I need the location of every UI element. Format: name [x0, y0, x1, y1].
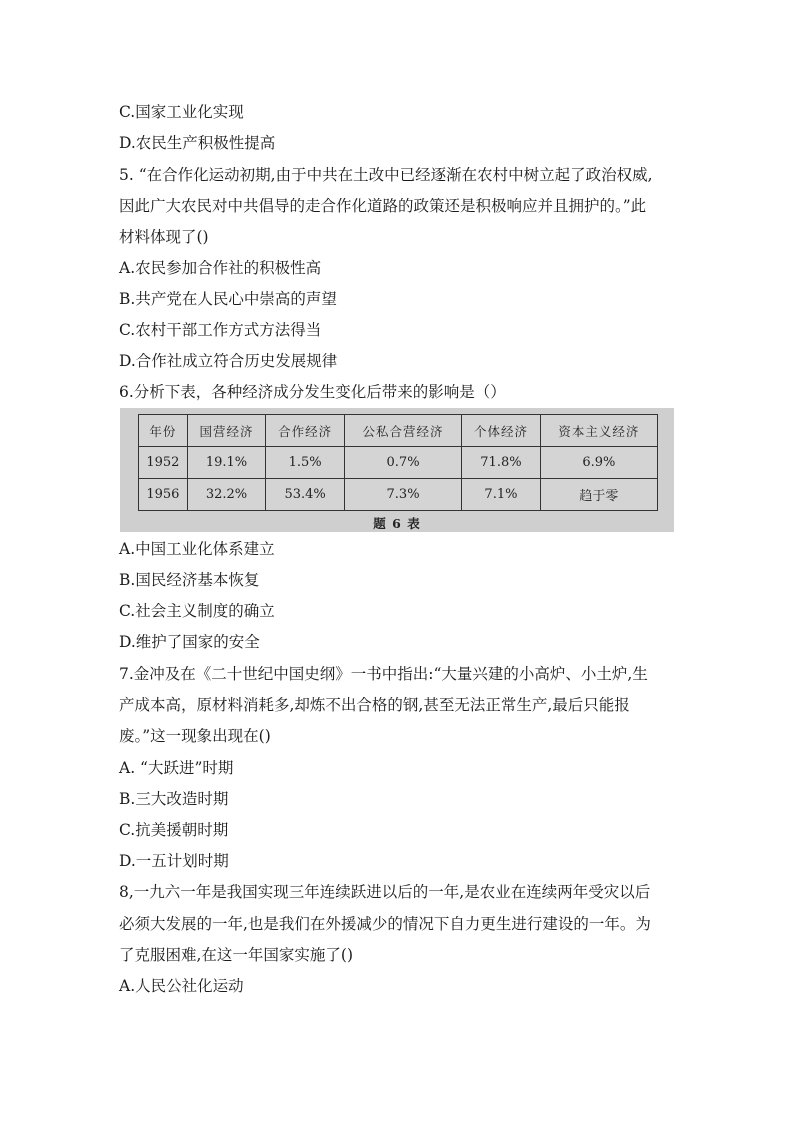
table-header: 年份 — [139, 415, 188, 447]
option-b-q5: B.共产党在人民心中崇高的声望 — [119, 290, 337, 308]
option-b-q6: B.国民经济基本恢复 — [119, 571, 260, 589]
option-d-q6: D.维护了国家的安全 — [119, 633, 260, 651]
option-c-q4: C.国家工业化实现 — [119, 103, 244, 121]
option-c-q5: C.农村干部工作方式方法得当 — [119, 321, 322, 339]
table-header: 公私合营经济 — [344, 415, 461, 447]
question-8-line-3: 了克服困难,在这一年国家实施了() — [119, 946, 354, 964]
table-cell: 32.2% — [187, 479, 266, 511]
table-cell: 7.1% — [462, 479, 541, 511]
table-header: 资本主义经济 — [540, 415, 657, 447]
table-cell: 7.3% — [344, 479, 461, 511]
option-d-q5: D.合作社成立符合历史发展规律 — [119, 352, 338, 370]
table-header: 国营经济 — [187, 415, 266, 447]
option-a-q6: A.中国工业化体系建立 — [119, 540, 275, 558]
option-a-q5: A.农民参加合作社的积极性高 — [119, 259, 322, 277]
table-caption: 题 6 表 — [373, 516, 421, 531]
question-8-line-1: 8,一九六一年是我国实现三年连续跃进以后的一年,是农业在连续两年受灾以后 — [119, 883, 651, 901]
option-a-q8: A.人民公社化运动 — [119, 977, 244, 995]
table-cell: 6.9% — [540, 447, 657, 479]
question-5-line-2: 因此广大农民对中共倡导的走合作化道路的政策还是积极响应并且拥护的。”此 — [119, 197, 647, 215]
option-c-q6: C.社会主义制度的确立 — [119, 602, 275, 620]
question-8-line-2: 必须大发展的一年,也是我们在外援减少的情况下自力更生进行建设的一年。为 — [119, 915, 651, 933]
option-a-q7: A. “大跃进”时期 — [119, 759, 234, 777]
table-header: 个体经济 — [462, 415, 541, 447]
question-7-line-2: 产成本高，原材料消耗多,却炼不出合格的钢,甚至无法正常生产,最后只能报 — [119, 696, 630, 714]
question-6-stem: 6.分析下表，各种经济成分发生变化后带来的影响是（） — [119, 383, 506, 401]
question-5-line-1: 5. “在合作化运动初期,由于中共在土改中已经逐渐在农村中树立起了政治权威, — [119, 166, 653, 184]
option-d-q7: D.一五计划时期 — [119, 852, 229, 870]
question-7-line-3: 废。”这一现象出现在() — [119, 727, 271, 745]
table-cell: 19.1% — [187, 447, 266, 479]
table-row — [139, 447, 658, 479]
table-header: 合作经济 — [266, 415, 345, 447]
economy-table-image — [120, 408, 674, 532]
table-header-row — [139, 415, 658, 447]
table-cell: 1956 — [139, 479, 188, 511]
option-d-q4: D.农民生产积极性提高 — [119, 134, 276, 152]
table-cell: 53.4% — [266, 479, 345, 511]
table-cell: 0.7% — [344, 447, 461, 479]
table-cell: 趋于零 — [540, 479, 657, 511]
question-5-line-3: 材料体现了() — [119, 228, 209, 246]
table-row — [139, 479, 658, 511]
table-cell: 1952 — [139, 447, 188, 479]
option-b-q7: B.三大改造时期 — [119, 790, 229, 808]
table-cell: 71.8% — [462, 447, 541, 479]
economy-table — [138, 414, 658, 511]
option-c-q7: C.抗美援朝时期 — [119, 821, 229, 839]
table-cell: 1.5% — [266, 447, 345, 479]
question-7-line-1: 7.金冲及在《二十世纪中国史纲》一书中指出:“大量兴建的小高炉、小土炉,生 — [119, 665, 648, 683]
